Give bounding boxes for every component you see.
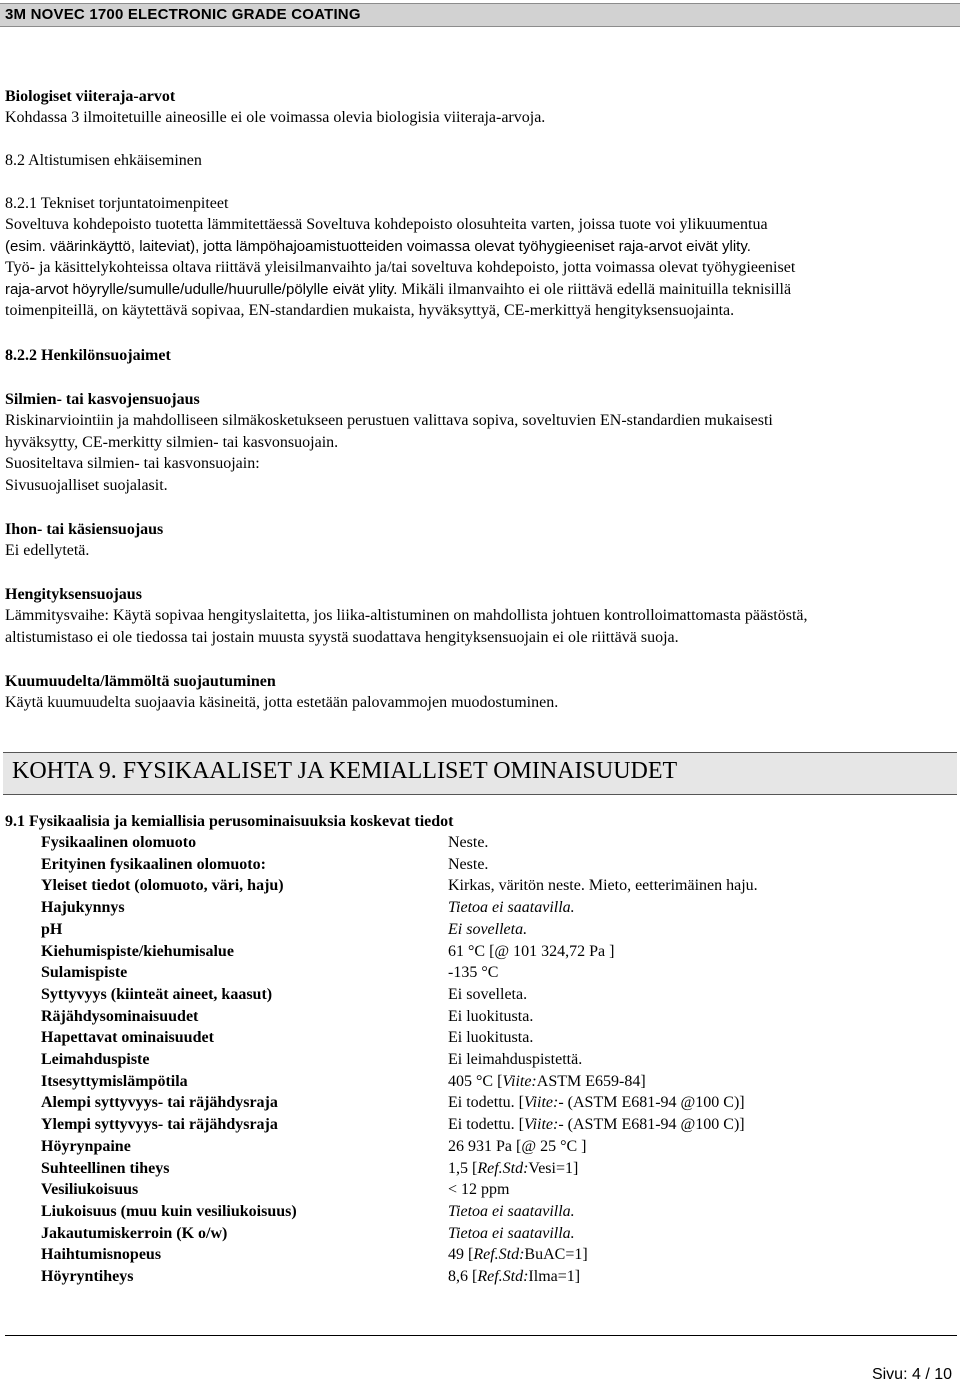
s821-line4-b: Mikäli ilmanvaihto ei ole riittävä edellä mainituilla teknisillä [397, 281, 792, 298]
eyes-line2: hyväksytty, CE-merkitty silmien- tai kasvonsuojain. [5, 434, 339, 451]
section-9-title: KOHTA 9. FYSIKAALISET JA KEMIALLISET OMINAISUUDET [12, 758, 678, 784]
property-value: Ei luokitusta. [448, 1008, 534, 1025]
property-value-prefix: 49 [ [448, 1246, 474, 1263]
property-label: Itsesyttymislämpötila [41, 1073, 188, 1090]
footer-divider [5, 1335, 957, 1336]
property-value: 61 °C [@ 101 324,72 Pa ] [448, 943, 615, 960]
property-value-suffix: Vesi=1] [528, 1160, 579, 1177]
property-label: Räjähdysominaisuudet [41, 1008, 199, 1025]
property-value: < 12 ppm [448, 1181, 510, 1198]
property-label: Höyrynpaine [41, 1138, 131, 1155]
property-value-suffix: - (ASTM E681-94 @100 C)] [558, 1094, 745, 1111]
property-value-ref: Viite: [502, 1073, 537, 1090]
property-value: Tietoa ei saatavilla. [448, 1225, 575, 1242]
property-value: Ei sovelleta. [448, 921, 528, 938]
section-9-1-heading: 9.1 Fysikaalisia ja kemiallisia perusominaisuuksia koskevat tiedot [5, 813, 454, 830]
property-label: Haihtumisnopeus [41, 1246, 162, 1263]
property-value: Tietoa ei saatavilla. [448, 1203, 575, 1220]
property-value-prefix: 1,5 [ [448, 1160, 478, 1177]
property-label: Suhteellinen tiheys [41, 1160, 170, 1177]
property-label: pH [41, 921, 63, 938]
bio-heading: Biologiset viiteraja-arvot [5, 88, 176, 105]
skin-text: Ei edellytetä. [5, 542, 90, 559]
eyes-line1: Riskinarviointiin ja mahdolliseen silmäkosketukseen perustuen valittava sopiva, soveltuvien EN-standardien mukaisesti [5, 412, 773, 429]
property-label: Liukoisuus (muu kuin vesiliukoisuus) [41, 1203, 297, 1220]
document-header [0, 3, 960, 27]
property-value-suffix: ASTM E659-84] [536, 1073, 646, 1090]
eyes-line3: Suositeltava silmien- tai kasvonsuojain: [5, 455, 260, 472]
property-value: Ei sovelleta. [448, 986, 528, 1003]
property-label: Vesiliukoisuus [41, 1181, 139, 1198]
property-label: Jakautumiskerroin (K o/w) [41, 1225, 228, 1242]
heat-heading: Kuumuudelta/lämmöltä suojautuminen [5, 673, 276, 690]
property-value: Tietoa ei saatavilla. [448, 899, 575, 916]
s821-line5: toimenpiteillä, on käytettävä sopivaa, EN-standardien mukaista, hyväksyttyä, CE-merkittyä hengityksensuojainta. [5, 302, 735, 319]
property-label: Leimahduspiste [41, 1051, 150, 1068]
section-9-banner [3, 752, 957, 795]
skin-heading: Ihon- tai käsiensuojaus [5, 521, 164, 538]
section-8-2-2-heading: 8.2.2 Henkilönsuojaimet [5, 347, 171, 364]
property-value [448, 1158, 578, 1179]
property-value-ref: Ref.Std: [477, 1160, 529, 1177]
resp-line2: altistumistaso ei ole tiedossa tai jostain muusta syystä suodattava hengityksensuojain ei ole riittävä suoja. [5, 629, 679, 646]
property-value [448, 1092, 745, 1113]
property-value-prefix: Ei todettu. [ [448, 1094, 524, 1111]
eyes-line4: Sivusuojalliset suojalasit. [5, 477, 168, 494]
document-title: 3M NOVEC 1700 ELECTRONIC GRADE COATING [5, 6, 361, 23]
property-value-prefix: Ei todettu. [ [448, 1116, 524, 1133]
s821-line4 [5, 279, 791, 300]
eyes-heading: Silmien- tai kasvojensuojaus [5, 391, 200, 408]
property-value: 26 931 Pa [@ 25 °C ] [448, 1138, 587, 1155]
s821-line4-a: raja-arvot höyrylle/sumulle/udulle/huurulle/pölylle eivät ylity. [5, 281, 398, 298]
s821-line3: Työ- ja käsittelykohteissa oltava riittävä yleisilmanvaihto ja/tai soveltuva kohdepoisto, jotta voimassa olevat työhygieeniset [5, 259, 796, 276]
property-label: Syttyvyys (kiinteät aineet, kaasut) [41, 986, 273, 1003]
property-label: Sulamispiste [41, 964, 128, 981]
property-value-ref: Ref.Std: [477, 1268, 529, 1285]
property-value: Neste. [448, 856, 489, 873]
property-label: Kiehumispiste/kiehumisalue [41, 943, 234, 960]
section-8-2-heading: 8.2 Altistumisen ehkäiseminen [5, 152, 202, 169]
property-value: Neste. [448, 834, 489, 851]
property-value [448, 1114, 745, 1135]
property-value-suffix: - (ASTM E681-94 @100 C)] [558, 1116, 745, 1133]
property-value: Kirkas, väritön neste. Mieto, eetterimäinen haju. [448, 877, 758, 894]
property-label: Hapettavat ominaisuudet [41, 1029, 214, 1046]
property-label: Fysikaalinen olomuoto [41, 834, 197, 851]
heat-text: Käytä kuumuudelta suojaavia käsineitä, jotta estetään palovammojen muodostuminen. [5, 694, 559, 711]
property-value-ref: Viite: [523, 1094, 559, 1111]
property-label: Erityinen fysikaalinen olomuoto: [41, 856, 266, 873]
property-value [448, 1071, 646, 1092]
s821-line2: (esim. väärinkäyttö, laiteviat), jotta lämpöhajoamistuotteiden voimassa olevat työhygieeniset raja-arvot eivät ylity. [5, 238, 751, 255]
property-value-ref: Viite: [523, 1116, 559, 1133]
section-8-2-1-heading: 8.2.1 Tekniset torjuntatoimenpiteet [5, 195, 229, 212]
property-label: Ylempi syttyvyys- tai räjähdysraja [41, 1116, 278, 1133]
property-value-prefix: 8,6 [ [448, 1268, 478, 1285]
page-number: Sivu: 4 / 10 [871, 1366, 952, 1383]
property-value [448, 1266, 580, 1287]
property-label: Yleiset tiedot (olomuoto, väri, haju) [41, 877, 284, 894]
bio-text: Kohdassa 3 ilmoitetuille aineosille ei ole voimassa olevia biologisia viiteraja-arvoja. [5, 109, 546, 126]
property-value-ref: Ref.Std: [473, 1246, 525, 1263]
property-value: -135 °C [448, 964, 499, 981]
property-value-suffix: BuAC=1] [524, 1246, 588, 1263]
resp-line1: Lämmitysvaihe: Käytä sopivaa hengityslaitetta, jos liika-altistuminen on mahdollista johtuen kontrolloimattomasta päästöstä, [5, 607, 808, 624]
property-label: Höyryntiheys [41, 1268, 134, 1285]
resp-heading: Hengityksensuojaus [5, 586, 142, 603]
property-value-suffix: Ilma=1] [528, 1268, 581, 1285]
property-value-prefix: 405 °C [ [448, 1073, 503, 1090]
s821-line1: Soveltuva kohdepoisto tuotetta lämmitettäessä Soveltuva kohdepoisto olosuhteita varten, joissa tuote voi ylikuumentua [5, 216, 768, 233]
property-label: Alempi syttyvyys- tai räjähdysraja [41, 1094, 278, 1111]
property-label: Hajukynnys [41, 899, 125, 916]
property-value: Ei luokitusta. [448, 1029, 534, 1046]
property-value: Ei leimahduspistettä. [448, 1051, 583, 1068]
property-value [448, 1244, 588, 1265]
